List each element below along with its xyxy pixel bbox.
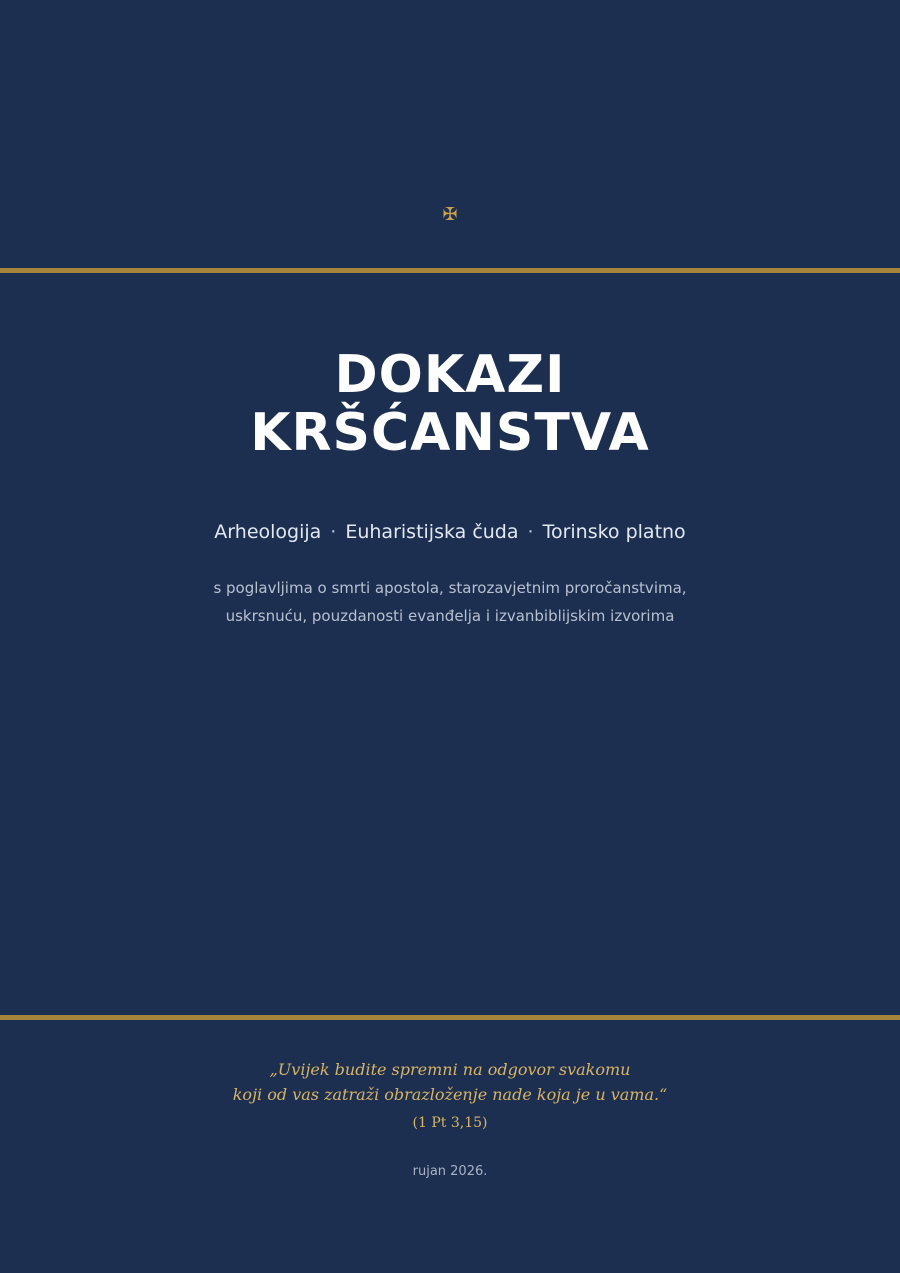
subtitle [0, 519, 900, 545]
separator: · [330, 521, 337, 543]
quote-reference: (1 Pt 3,15) [412, 1115, 488, 1131]
bible-quote [0, 1057, 900, 1107]
chapters-description [0, 574, 900, 630]
topic-eucharistic-miracles: Euharistijska čuda [345, 521, 519, 543]
separator: · [527, 521, 534, 543]
chapters-line-2: uskrsnuću, pouzdanosti evanđelja i izvanbiblijskim izvorima [225, 607, 675, 625]
chapters-line-1: s poglavljima o smrti apostola, starozavjetnim proročanstvima, [213, 579, 687, 597]
topic-shroud-of-turin: Torinsko platno [542, 521, 686, 543]
quote-line-2: koji od vas zatraži obrazloženje nade koja je u vama.“ [232, 1085, 668, 1104]
page-title [0, 346, 900, 462]
topic-archaeology: Arheologija [214, 521, 322, 543]
title-line-1: DOKAZI [334, 345, 566, 405]
top-divider [0, 268, 900, 273]
maltese-cross-icon: ✠ [442, 204, 458, 225]
title-line-2: KRŠĆANSTVA [250, 403, 650, 463]
bottom-divider [0, 1015, 900, 1020]
quote-line-1: „Uvijek budite spremni na odgovor svakomu [269, 1060, 631, 1079]
publication-date: rujan 2026. [412, 1164, 488, 1179]
